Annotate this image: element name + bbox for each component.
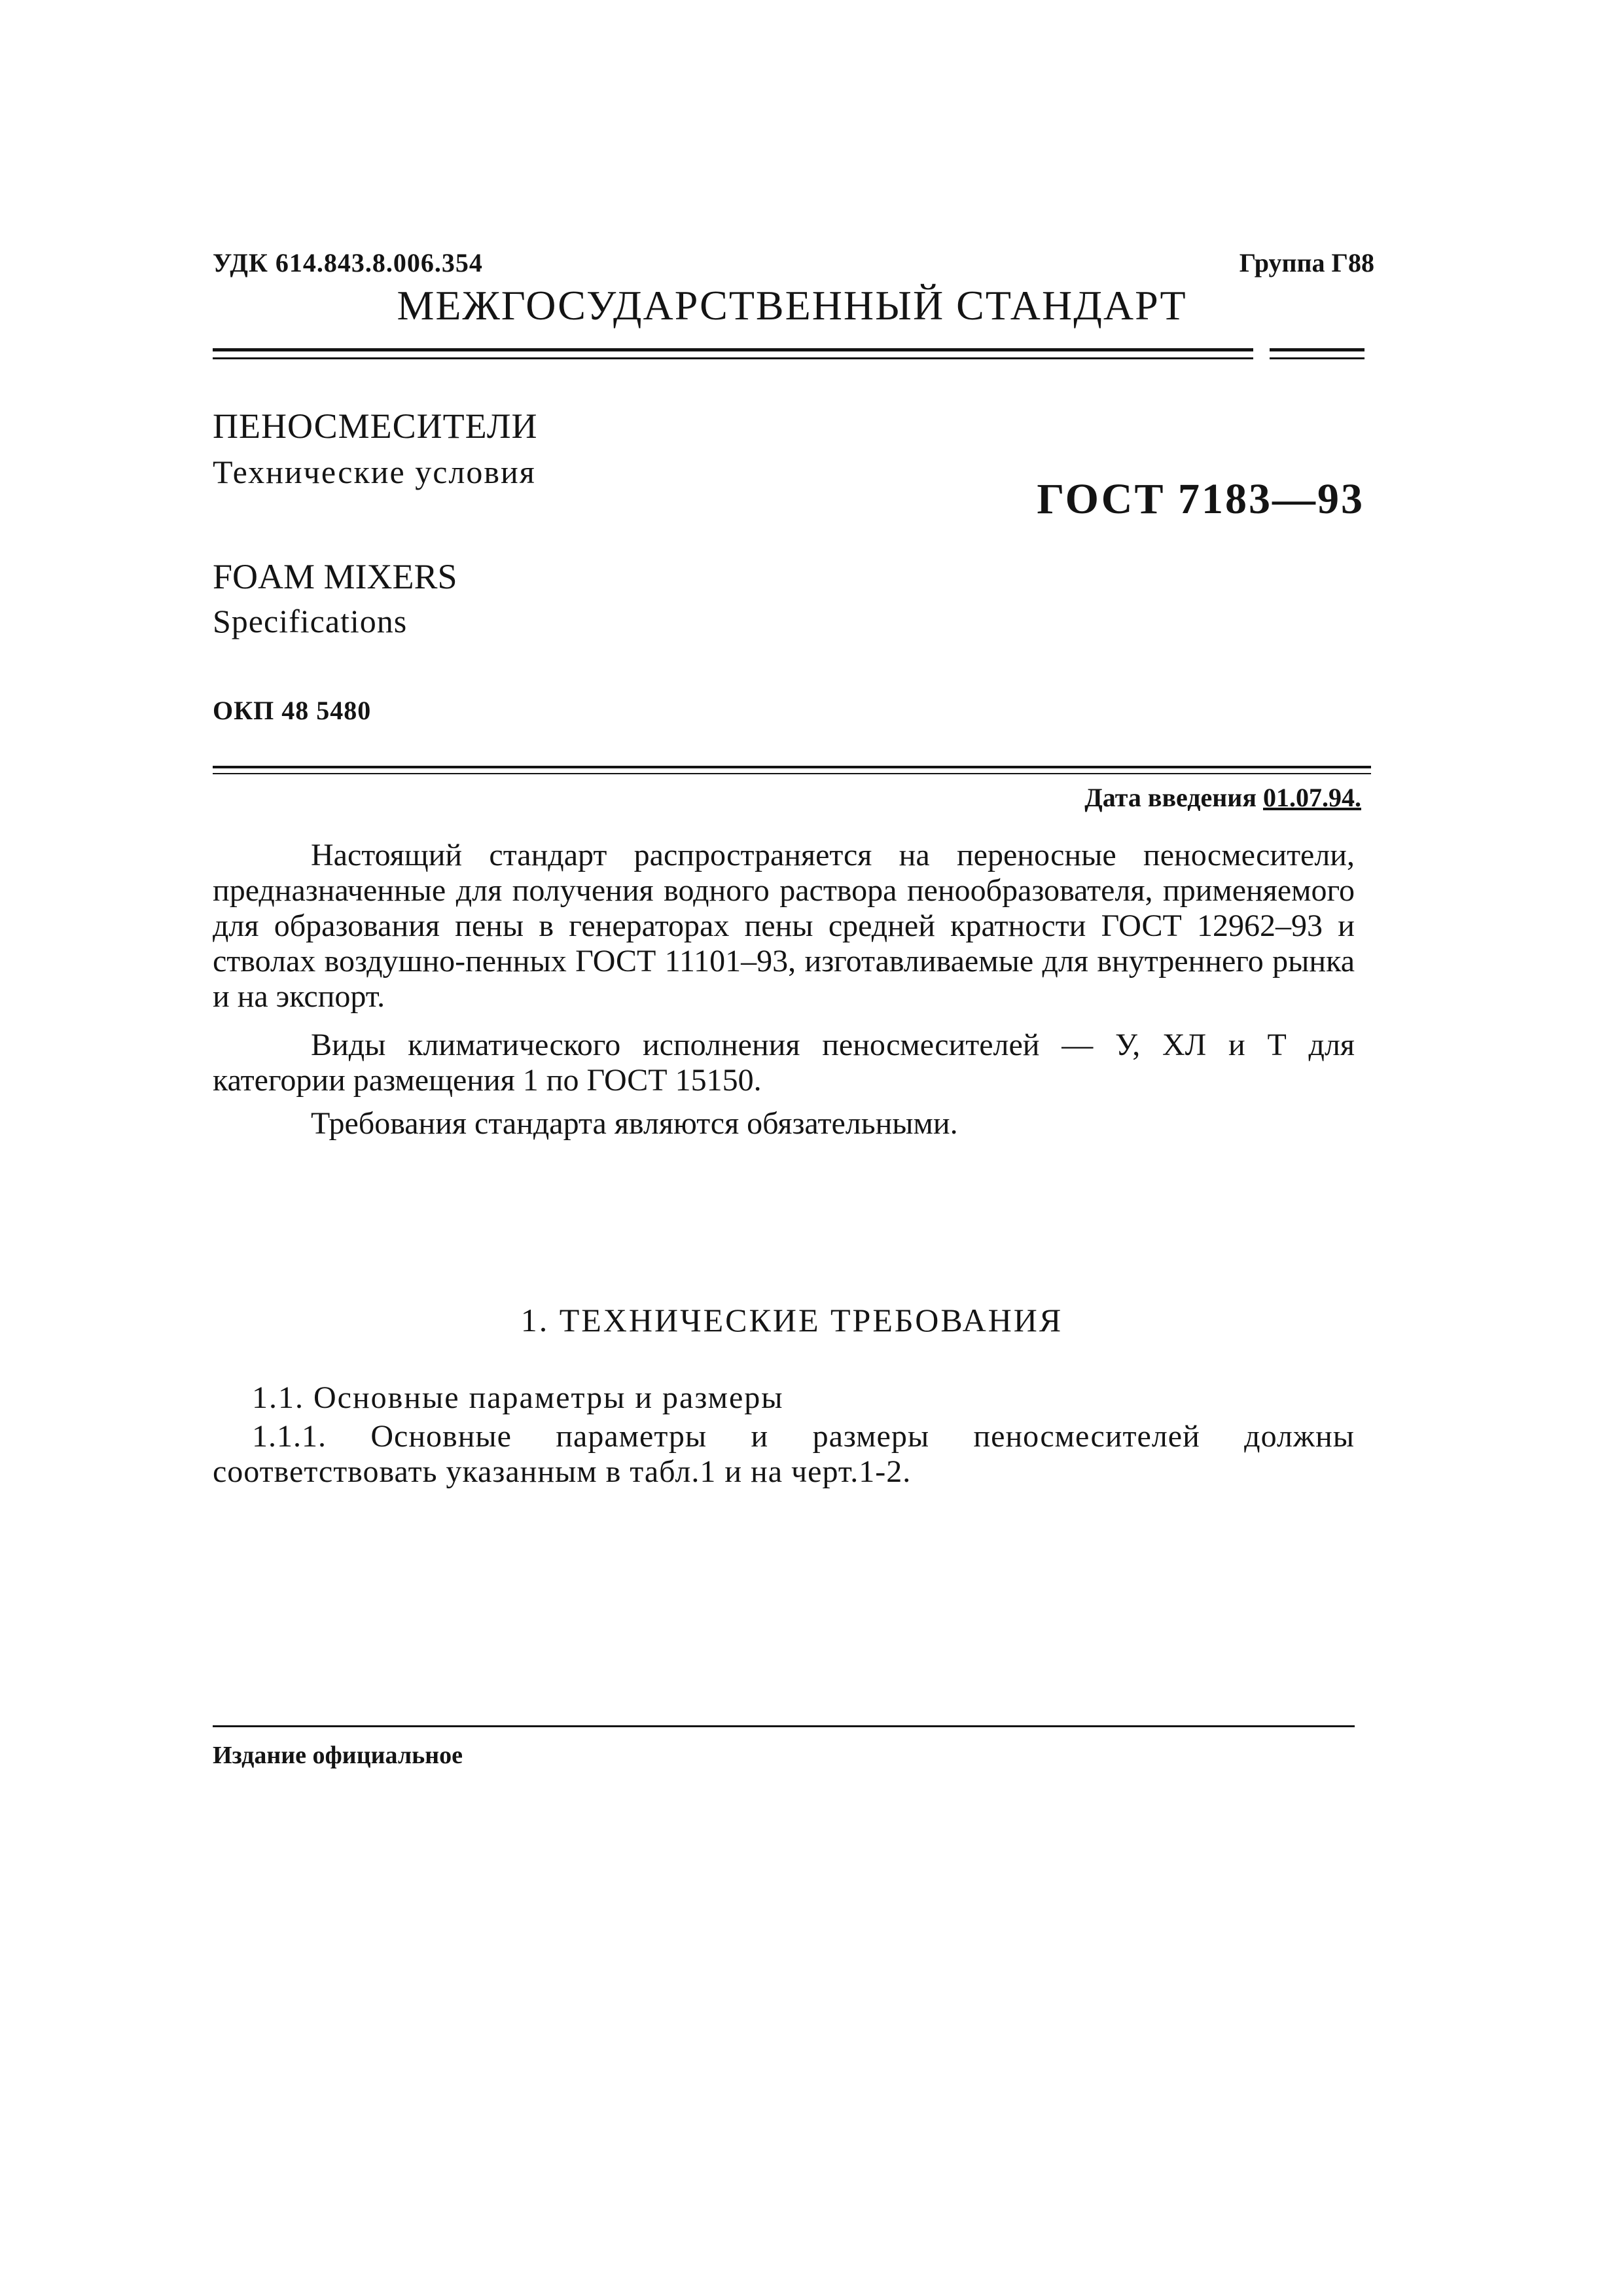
scope-paragraph: Настоящий стандарт распространяется на переносные пеносмесители, предназначенные для получения водного раствора пенообразователя, применяемого для образования пены в генераторах пены средней кратности ГОСТ 12962–93 и стволах воздушно-пенных ГОСТ 11101–93, изготавливаемые для внутреннего рынка и на экспорт. — [213, 838, 1355, 1014]
header-divider-short — [1270, 348, 1364, 351]
subtitle-russian: Технические условия — [213, 454, 536, 490]
title-divider-thin — [213, 773, 1371, 774]
group-code: Группа Г88 — [1239, 248, 1374, 278]
mandatory-paragraph: Требования стандарта являются обязательными. — [311, 1106, 958, 1141]
subtitle-english: Specifications — [213, 603, 408, 639]
introduction-date-value: 01.07.94. — [1263, 783, 1361, 812]
header-divider-short-thin — [1270, 357, 1364, 359]
introduction-date — [1084, 782, 1361, 813]
subsection-heading: 1.1. Основные параметры и размеры — [252, 1380, 784, 1415]
climate-paragraph: Виды климатического исполнения пеносмесителей — У, ХЛ и Т для категории размещения 1 по ГОСТ 15150. — [213, 1028, 1355, 1098]
section-heading: 1. ТЕХНИЧЕСКИЕ ТРЕБОВАНИЯ — [520, 1302, 1063, 1338]
title-english: FOAM MIXERS — [213, 557, 457, 596]
official-edition-note: Издание официальное — [213, 1742, 463, 1769]
title-russian: ПЕНОСМЕСИТЕЛИ — [213, 406, 538, 446]
title-divider — [213, 766, 1371, 768]
header-divider — [213, 348, 1253, 351]
udk-code: УДК 614.843.8.006.354 — [213, 248, 483, 278]
header-divider-thin — [213, 357, 1253, 359]
standard-type-heading: МЕЖГОСУДАРСТВЕННЫЙ СТАНДАРТ — [397, 282, 1187, 329]
footer-divider — [213, 1725, 1355, 1727]
okp-code: ОКП 48 5480 — [213, 696, 372, 725]
gost-number: ГОСТ 7183—93 — [1037, 475, 1364, 523]
introduction-date-label: Дата введения — [1084, 783, 1257, 812]
clause-paragraph: 1.1.1. Основные параметры и размеры пеносмесителей должны соответствовать указанным в табл.1 и на черт.1-2. — [213, 1419, 1355, 1489]
